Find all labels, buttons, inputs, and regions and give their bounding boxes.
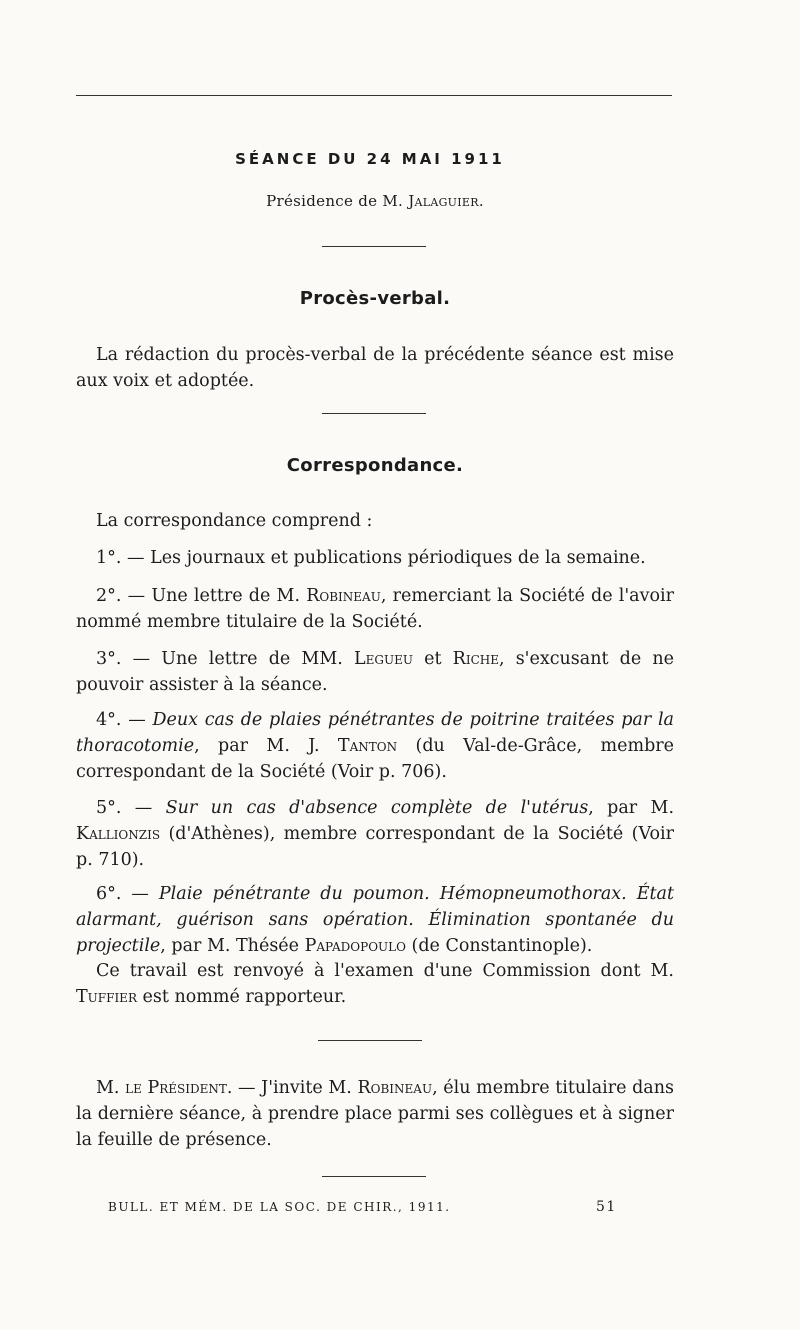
president-name: Jalaguier [408, 192, 479, 210]
section-divider [322, 246, 426, 247]
correspondance-item-3 [76, 646, 674, 698]
item-5-text-a: , par M. [588, 798, 675, 818]
item-3-text-a: 3°. — Une lettre de MM. [96, 649, 354, 669]
item-6-text-b: (de Constantinople). [405, 936, 593, 956]
item-3-text-mid: et [412, 649, 453, 669]
item-5-name: Kallionzis [76, 824, 161, 844]
item-2-name: Robineau [306, 586, 381, 606]
item-3-text-b: , s'excusant de ne pouvoir assister à la séance. [76, 649, 675, 695]
item-3-name-1: Legueu [353, 649, 413, 669]
correspondance-item-6 [76, 881, 674, 959]
section-divider [318, 1040, 422, 1041]
presidence-line [0, 192, 750, 210]
item-6-title: Plaie pénétrante du poumon. Hémopneumothorax. État alarmant, guérison sans opération. Élimination spontanée du projectile [76, 884, 674, 956]
section-divider [322, 413, 426, 414]
item-6-text-a: , par M. Thésée [160, 936, 305, 956]
item-2-text-a: 2°. — Une lettre de M. [96, 586, 307, 606]
item-4-text-b: (du Val-de-Grâce, membre correspondant de la Société (Voir p. 706). [76, 736, 674, 782]
item-5-text-b: (d'Athènes), membre correspondant de la Société (Voir p. 710). [76, 824, 674, 870]
item-4-num: 4°. — [96, 710, 153, 730]
item-5-title: Sur un cas d'absence complète de l'utérus [165, 798, 589, 818]
section-divider [322, 1176, 426, 1177]
presidence-suffix: . [478, 192, 484, 210]
statement-text-a: M. [96, 1078, 126, 1098]
note-text-b: est nommé rapporteur. [136, 987, 347, 1007]
item-6-commission-note [76, 958, 674, 1010]
statement-text-c: , élu membre titulaire dans la dernière séance, à prendre place parmi ses collègues et à signer la feuille de présence. [76, 1078, 674, 1150]
note-rapporteur-name: Tuffier [76, 987, 137, 1007]
item-5-num: 5°. — [96, 798, 166, 818]
note-text-a: Ce travail est renvoyé à l'examen d'une Commission dont M. [96, 961, 674, 981]
correspondance-intro: La correspondance comprend : [96, 511, 373, 531]
item-4-title: Deux cas de plaies pénétrantes de poitrine traitées par la thoracotomie [76, 710, 674, 756]
statement-text-b: . — J'invite M. [226, 1078, 358, 1098]
statement-title: le Président [125, 1078, 227, 1098]
footer-journal: BULL. ET MÉM. DE LA SOC. DE CHIR., 1911. [108, 1200, 451, 1214]
correspondance-item-5 [76, 795, 674, 873]
president-statement [76, 1075, 674, 1153]
statement-name: Robineau [357, 1078, 433, 1098]
correspondance-item-4 [76, 707, 674, 785]
correspondance-title: Correspondance. [286, 455, 464, 476]
presidence-prefix: Présidence de M. [266, 192, 409, 210]
correspondance-item-1: 1°. — Les journaux et publications périodiques de la semaine. [96, 548, 646, 568]
correspondance-item-2 [76, 583, 674, 635]
footer-page-number: 51 [596, 1199, 617, 1215]
item-2-text-b: , remerciant la Société de l'avoir nommé membre titulaire de la Société. [76, 586, 674, 632]
item-3-name-2: Riche [452, 649, 499, 669]
top-rule [76, 95, 672, 96]
item-6-name: Papadopoulo [304, 936, 406, 956]
item-4-text-a: , par M. J. [194, 736, 338, 756]
item-4-name: Tanton [337, 736, 398, 756]
item-6-num: 6°. — [96, 884, 159, 904]
proces-verbal-text: La rédaction du procès-verbal de la précédente séance est mise aux voix et adoptée. [76, 345, 674, 391]
proces-verbal-title: Procès-verbal. [299, 288, 451, 309]
session-heading: SÉANCE DU 24 MAI 1911 [235, 150, 505, 168]
